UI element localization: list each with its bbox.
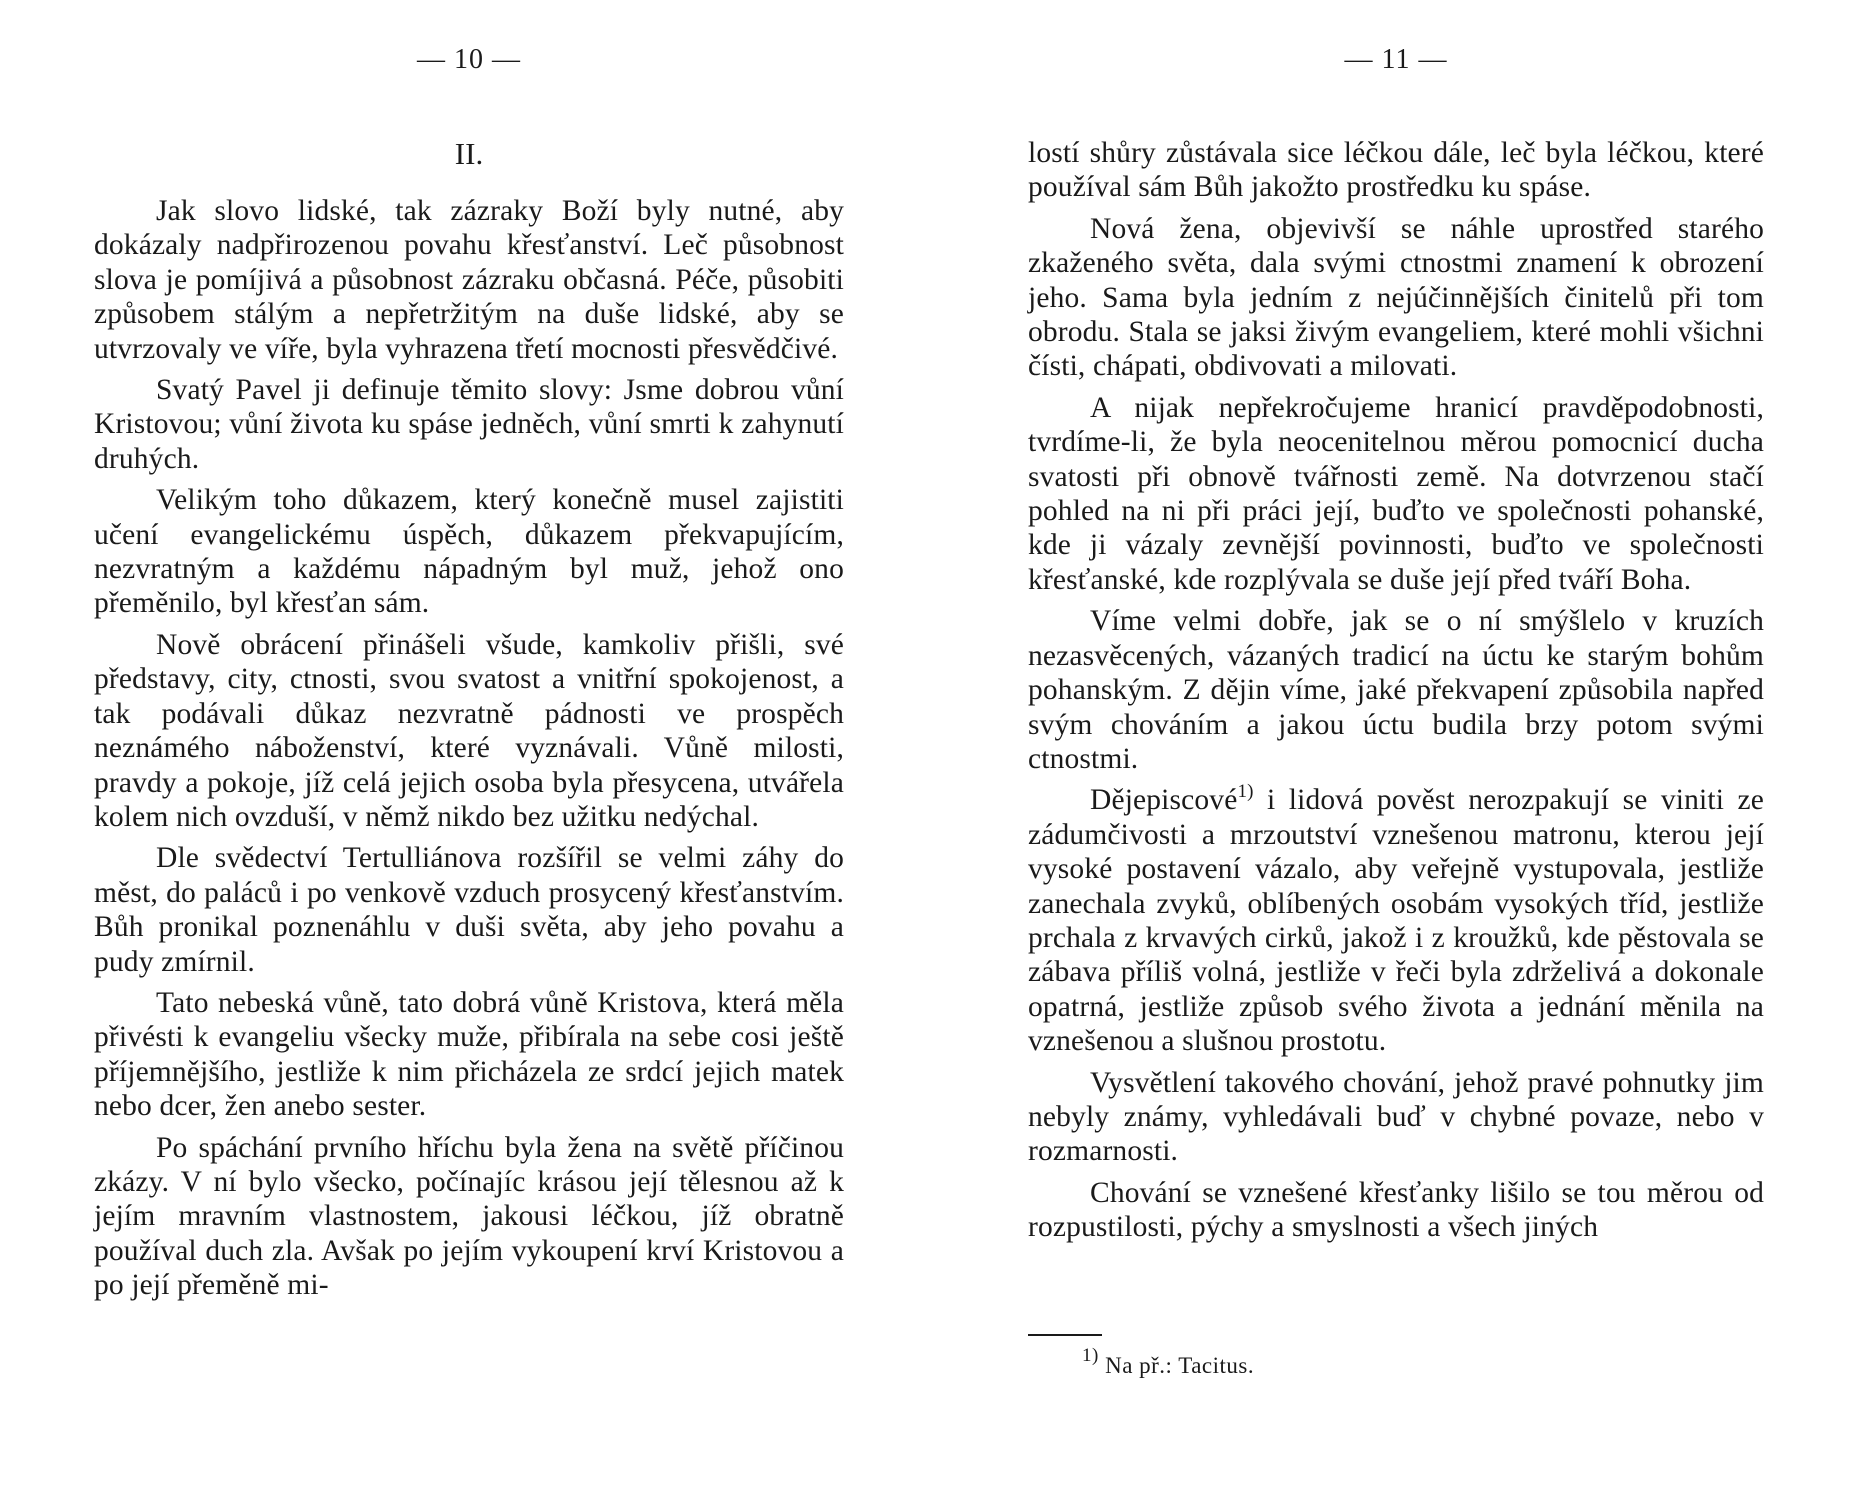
paragraph: Velikým toho důkazem, který konečně musel zajistiti učení evangelickému úspěch, důkazem překvapujícím, nezvratným a každému nápadným byl muž, jehož ono přeměnilo, byl křesťan sám.: [94, 484, 844, 620]
right-body-text: [1028, 136, 1764, 1252]
chapter-heading: II.: [454, 136, 484, 171]
paragraph: Po spáchání prvního hříchu byla žena na světě příčinou zkázy. V ní bylo všecko, počínajíc krásou její tělesnou až k jejím mravním vlastnostem, jakousi léčkou, jíž obratně používal duch zla. Avšak po jejím vykoupení krví Kristovou a po její přeměně mi-: [94, 1131, 844, 1302]
paragraph: Dle svědectví Tertulliánova rozšířil se velmi záhy do měst, do paláců i po venkově vzduch prosycený křesťanstvím. Bůh pronikal poznenáhlu v duši světa, aby jeho povahu a pudy zmírnil.: [94, 842, 844, 978]
page-number-left: — 10 —: [417, 44, 521, 75]
paragraph: Víme velmi dobře, jak se o ní smýšlelo v kruzích nezasvěcených, vázaných tradicí na úctu ke starým bohům pohanským. Z dějin víme, jaké překvapení způsobila napřed svým chováním a jakou úctu budila brzy potom svými ctnostmi.: [1028, 605, 1764, 775]
paragraph: Nově obrácení přinášeli všude, kamkoliv přišli, své představy, city, ctnosti, svou svatost a vnitřní spokojenost, a tak podávali důkaz nezvratně pádnosti ve prospěch neznámého náboženství, které vyznávali. Vůně milosti, pravdy a pokoje, jíž celá jejich osoba byla přesycena, utvářela kolem nich ovzduší, v němž nikdo bez užitku nedýchal.: [94, 628, 844, 833]
paragraph-text: i lidová pověst nerozpakují se viniti ze zádumčivosti a mrzoutství vznešenou matronu, kterou její vysoké postavení vázalo, aby veřejně vystupovala, jestliže zanechala zvyků, oblíbených osobám vysokých tříd, jestliže prchala z krvavých cirků, jakož i z kroužků, kde pěstovala se zábava příliš volná, jestliže v řeči byla zdrželivá a dokonale opatrná, jestliže způsob svého života a jednání měnila na vznešenou a slušnou prostotu.: [1028, 784, 1764, 1058]
footnote-text: Na př.: Tacitus.: [1098, 1353, 1255, 1378]
paragraph-with-footnote: [1028, 783, 1764, 1058]
footnote-marker: 1): [1082, 1345, 1099, 1366]
paragraph: Tato nebeská vůně, tato dobrá vůně Kristova, která měla přivésti k evangeliu všecky muže, přibírala na sebe cosi ještě příjemnějšího, jestliže k nim přicházela ze srdcí jejich matek nebo dcer, žen anebo sester.: [94, 986, 844, 1123]
left-body-text: [94, 194, 844, 1310]
left-page: [94, 0, 844, 1500]
paragraph: Chování se vznešené křesťanky lišilo se tou měrou od rozpustilosti, pýchy a smyslnosti a všech jiných: [1028, 1176, 1764, 1244]
paragraph: Jak slovo lidské, tak zázraky Boží byly nutné, aby dokázaly nadpřirozenou povahu křesťanství. Leč působnost slova je pomíjivá a působnost zázraku občasná. Péče, působiti způsobem stálým a nepřetržitým na duše lidské, aby se utvrzovaly ve víře, byla vyhrazena třetí mocnosti přesvědčivé.: [94, 195, 844, 365]
paragraph: A nijak nepřekročujeme hranicí pravděpodobnosti, tvrdíme-li, že byla neocenitelnou měrou pomocnicí ducha svatosti při obnově tvářnosti země. Na dotvrzenou stačí pohled na ni při práci její, buďto ve společnosti pohanské, kde ji vázaly zevnější povinnosti, buďto ve společnosti křesťanské, kde rozplývala se duše její před tváří Boha.: [1028, 391, 1764, 596]
paragraph-text: Dějepiscové: [1090, 784, 1238, 817]
paragraph: Vysvětlení takového chování, jehož pravé pohnutky jim nebyly známy, vyhledávali buď v chybné povaze, nebo v rozmarnosti.: [1028, 1066, 1764, 1168]
paragraph: Nová žena, objevivší se náhle uprostřed starého zkaženého světa, dala svými ctnostmi znamení k obrození jeho. Sama byla jedním z nejúčinnějších činitelů při tom obrodu. Stala se jaksi živým evangeliem, které mohli všichni čísti, chápati, obdivovati a milovati.: [1028, 212, 1764, 383]
footnote-reference: 1): [1237, 781, 1254, 803]
paragraph-continuation: lostí shůry zůstávala sice léčkou dále, leč byla léčkou, které používal sám Bůh jakožto prostředku ku spáse.: [1028, 137, 1764, 204]
footnote-divider: [1028, 1334, 1102, 1336]
paragraph: Svatý Pavel ji definuje těmito slovy: Jsme dobrou vůní Kristovou; vůní života ku spáse jedněch, vůní smrti k zahynutí druhých.: [94, 374, 844, 475]
page-number-right: — 11 —: [1344, 44, 1448, 75]
right-page: [1028, 0, 1764, 1500]
footnote: [1082, 1345, 1255, 1380]
